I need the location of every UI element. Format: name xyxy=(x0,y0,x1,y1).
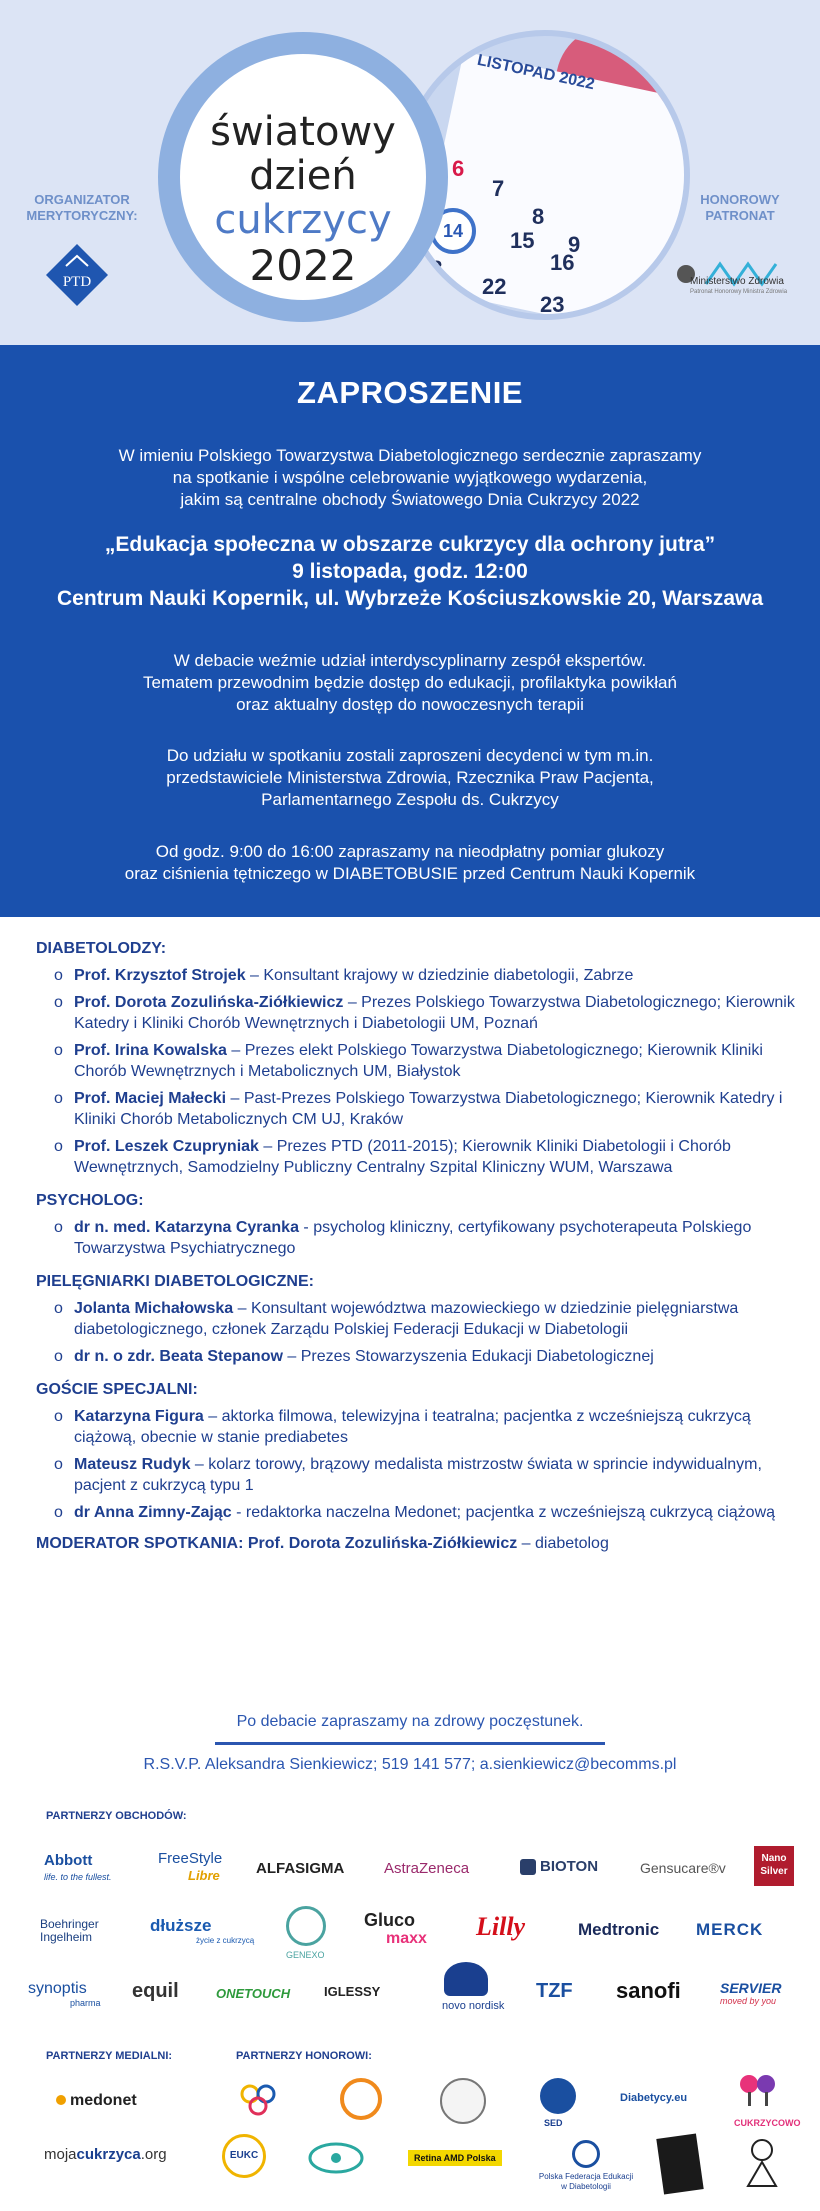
debate-description: W debacie weźmie udział interdyscyplinarny zespół ekspertów. Tematem przewodnim będzie dostęp do edukacji, profilaktyka powikłań oraz aktualny dostęp do nowoczesnych terapii xyxy=(143,651,677,714)
servier-logo: SERVIER xyxy=(720,1980,782,1996)
ministry-name: Ministerstwo Zdrowia xyxy=(690,276,784,287)
bullet-icon: o xyxy=(54,1219,63,1236)
genexo-logo: GENEXO xyxy=(286,1950,325,1960)
event-logo-title: światowy dzień cukrzycy 2022 xyxy=(210,109,396,290)
bullet-icon: o xyxy=(54,1090,63,1107)
synoptis-sub: pharma xyxy=(70,1998,101,2008)
speaker-description: – Konsultant krajowy w dziedzinie diabetologii, Zabrze xyxy=(245,967,634,984)
speaker-description: – Prezes PTD (2011-2015); Kierownik Kliniki Diabetologii i Chorób Wewnętrznych, Samodzielny Publiczny Centralny Szpital Kliniczny WUM, Warszawa xyxy=(74,1138,731,1176)
organizer-label: ORGANIZATOR MERYTORYCZNY: xyxy=(26,192,138,223)
speaker-name: Mateusz Rudyk xyxy=(74,1456,191,1473)
divider xyxy=(215,1742,605,1745)
bullet-icon: o xyxy=(54,994,63,1011)
ministry-logo-icon xyxy=(672,244,812,304)
lilly-logo: Lilly xyxy=(476,1912,526,1941)
bullet-icon: o xyxy=(54,1504,63,1521)
bullet-icon: o xyxy=(54,1408,63,1425)
speaker-item xyxy=(36,1088,796,1130)
medtronic-logo: Medtronic xyxy=(578,1920,660,1939)
glucose-measurement-info: Od godz. 9:00 do 16:00 zapraszamy na nieodpłatny pomiar glukozy oraz ciśnienia tętniczego w DIABETOBUSIE przed Centrum Nauki Kopernik xyxy=(124,842,696,883)
speaker-description: – Prezes elekt Polskiego Towarzystwa Diabetologicznego; Kierownik Kliniki Chorób Wewnętrznych i Metabolicznych UM, Białystok xyxy=(74,1042,763,1080)
honorary-partner-icon xyxy=(236,2080,290,2120)
gensucare-logo: Gensucare®v xyxy=(640,1860,726,1876)
libre-logo: Libre xyxy=(188,1868,220,1883)
speaker-item xyxy=(36,1040,796,1082)
speaker-item xyxy=(36,1217,796,1259)
rsvp-contact: R.S.V.P. Aleksandra Sienkiewicz; 519 141 577; a.sienkiewicz@becomms.pl xyxy=(143,1756,677,1773)
speakers-list xyxy=(36,938,796,1560)
calendar-day: 28 xyxy=(418,256,443,281)
invitation-section xyxy=(0,345,820,917)
speaker-item xyxy=(36,1298,796,1340)
speaker-name: Prof. Irina Kowalska xyxy=(74,1042,227,1059)
speaker-description: – aktorka filmowa, telewizyjna i teatralna; pacjentka z wcześniejszą cukrzycą ciążową, obecnie w stanie prediabetes xyxy=(74,1408,751,1446)
equil-logo: equil xyxy=(132,1980,179,2002)
retina-amd-logo: Retina AMD Polska xyxy=(408,2150,502,2166)
cukrzycowo-logo: CUKRZYCOWO xyxy=(734,2072,801,2128)
calendar-sheet xyxy=(414,52,690,320)
speaker-description: – kolarz torowy, brązowy medalista mistrzostw świata w sprincie indywidualnym, pacjent z cukrzycą typu 1 xyxy=(74,1456,762,1494)
header-banner xyxy=(0,0,820,345)
invitation-title: ZAPROSZENIE xyxy=(297,375,523,410)
glucomaxx-logo: Gluco xyxy=(364,1910,416,1930)
speaker-item xyxy=(36,992,796,1034)
speaker-name: dr n. o zdr. Beata Stepanow xyxy=(74,1348,283,1365)
medonet-logo: medonet xyxy=(56,2092,137,2110)
ptd-logo-icon xyxy=(42,240,112,310)
event-details: „Edukacja społeczna w obszarze cukrzycy dla ochrony jutra” 9 listopada, godz. 12:00 Centrum Nauki Kopernik, ul. Wybrzeże Kościuszkowskie 20, Warszawa xyxy=(56,533,764,610)
honorary-partners-label: PARTNERZY HONOROWI: xyxy=(236,2050,372,2062)
nanosilver-logo: Nano Silver xyxy=(754,1846,794,1886)
nurses-heading: PIELĘGNIARKI DIABETOLOGICZNE: xyxy=(36,1273,314,1290)
guests-heading: GOŚCIE SPECJALNI: xyxy=(36,1381,198,1398)
sed-icon xyxy=(540,2078,576,2114)
calendar-day: 16 xyxy=(550,250,575,275)
calendar-day: 9 xyxy=(568,232,581,257)
iglessy-logo: IGLESSY xyxy=(324,1984,381,1999)
speaker-name: Prof. Dorota Zozulińska-Ziółkiewicz xyxy=(74,994,344,1011)
abbott-tagline: life. to the fullest. xyxy=(44,1872,112,1882)
freestyle-logo: FreeStyle xyxy=(158,1850,223,1867)
diabetycy-logo: Diabetycy.eu xyxy=(620,2092,688,2104)
speaker-name: Jolanta Michałowska xyxy=(74,1300,234,1317)
psychologist-heading: PSYCHOLOG: xyxy=(36,1192,144,1209)
novonordisk-icon xyxy=(444,1962,488,1996)
speaker-description: – Past-Prezes Polskiego Towarzystwa Diabetologicznego; Kierownik Katedry i Kliniki Chorób Metabolicznych CM UJ, Kraków xyxy=(74,1090,783,1128)
abbott-logo: Abbott xyxy=(44,1852,93,1869)
speaker-name: Prof. Krzysztof Strojek xyxy=(74,967,246,984)
speaker-item xyxy=(36,1346,796,1367)
bullet-icon: o xyxy=(54,1348,63,1365)
dluzsze-tagline: życie z cukrzycą xyxy=(196,1936,255,1945)
speaker-description: – Prezes Polskiego Towarzystwa Diabetologicznego; Kierownik Katedry i Kliniki Chorób Wewnętrznych i Diabetologii UM, Poznań xyxy=(74,994,795,1032)
invitation-intro: W imieniu Polskiego Towarzystwa Diabetologicznego serdecznie zapraszamy na spotkanie i wspólne celebrowanie wyjątkowego wydarzenia, jakim są centralne obchody Światowego Dnia Cukrzycy 2022 xyxy=(118,446,702,509)
bullet-icon: o xyxy=(54,1042,63,1059)
speaker-description: - psycholog kliniczny, certyfikowany psychoterapeuta Polskiego Towarzystwa Psychiatrycznego xyxy=(74,1219,752,1257)
honorary-partner-seal-icon xyxy=(440,2078,486,2124)
speaker-name: Prof. Maciej Małecki xyxy=(74,1090,227,1107)
sed-logo: SED xyxy=(544,2118,563,2128)
glucomaxx-logo-sub: maxx xyxy=(386,1930,427,1947)
pfed-logo: Polska Federacja Edukacji w Diabetologii xyxy=(536,2140,636,2192)
moderator-line: MODERATOR SPOTKANIA: Prof. Dorota Zozulińska-Ziółkiewicz – diabetolog xyxy=(36,1535,609,1552)
speaker-item xyxy=(36,1454,796,1496)
speaker-item xyxy=(36,1136,796,1178)
partners-obchody-label: PARTNERZY OBCHODÓW: xyxy=(46,1810,187,1822)
onetouch-logo: ONETOUCH xyxy=(216,1986,291,2001)
alfasigma-logo: ALFASIGMA xyxy=(256,1860,345,1877)
calendar-day: 6 xyxy=(452,156,465,181)
calendar-month: LISTOPAD 2022 xyxy=(475,51,597,94)
speaker-item xyxy=(36,965,796,986)
calendar-day: 7 xyxy=(492,176,505,201)
speaker-name: Prof. Leszek Czupryniak xyxy=(74,1138,259,1155)
astrazeneca-logo: AstraZeneca xyxy=(384,1860,470,1877)
calendar-day: 29 xyxy=(434,292,459,317)
honorary-patron-label: HONOROWY PATRONAT xyxy=(700,192,780,223)
speaker-name: Katarzyna Figura xyxy=(74,1408,204,1425)
calendar-highlight-day: 14 xyxy=(430,208,476,254)
honorary-partner-icon xyxy=(656,2133,703,2194)
speaker-description: - redaktorka naczelna Medonet; pacjentka z wcześniejszą cukrzycą ciążową xyxy=(231,1504,776,1521)
bullet-icon: o xyxy=(54,1138,63,1155)
calendar-day: 8 xyxy=(532,204,545,229)
media-partners-label: PARTNERZY MEDIALNI: xyxy=(46,2050,173,2062)
speaker-name: dr Anna Zimny-Zając xyxy=(74,1504,232,1521)
boehringer-logo: Boehringer Ingelheim xyxy=(40,1917,99,1944)
svg-text:PTD: PTD xyxy=(62,274,92,290)
bullet-icon: o xyxy=(54,967,63,984)
servier-tagline: moved by you xyxy=(720,1996,777,2006)
honorary-partner-icon xyxy=(740,2136,784,2190)
calendar-day: 22 xyxy=(482,274,507,299)
novonordisk-logo: novo nordisk xyxy=(442,2000,505,2012)
tzf-logo: TZF xyxy=(536,1980,573,2002)
genexo-icon xyxy=(286,1906,326,1946)
speaker-description: – Prezes Stowarzyszenia Edukacji Diabetologicznej xyxy=(282,1348,654,1365)
ministry-subtitle: Patronat Honorowy Ministra Zdrowia xyxy=(690,289,788,295)
bioton-logo: BIOTON xyxy=(520,1858,598,1875)
sanofi-logo: sanofi xyxy=(616,1978,681,2003)
speaker-item xyxy=(36,1406,796,1448)
speaker-description: – Konsultant województwa mazowieckiego w dziedzinie pielęgniarstwa diabetologicznego, członek Zarządu Polskiej Federacji Edukacji w Diabetologii xyxy=(74,1300,739,1338)
eukc-logo: EUKC xyxy=(222,2134,266,2178)
bullet-icon: o xyxy=(54,1300,63,1317)
calendar-day: 15 xyxy=(510,228,535,253)
breakfast-note: Po debacie zapraszamy na zdrowy poczęstunek. xyxy=(236,1713,584,1730)
merck-logo: MERCK xyxy=(696,1920,764,1939)
diabetologists-heading: DIABETOLODZY: xyxy=(36,940,167,957)
honorary-partner-icon xyxy=(306,2140,366,2176)
synoptis-logo: synoptis xyxy=(28,1980,87,1997)
honorary-partner-icon xyxy=(340,2078,382,2120)
speaker-item xyxy=(36,1502,796,1523)
bullet-icon: o xyxy=(54,1456,63,1473)
calendar-day: 23 xyxy=(540,292,565,317)
speaker-name: dr n. med. Katarzyna Cyranka xyxy=(74,1219,299,1236)
dluzsze-logo: dłuższe xyxy=(150,1916,212,1935)
invited-guests-description: Do udziału w spotkaniu zostali zaproszeni decydenci w tym m.in. przedstawiciele Ministerstwa Zdrowia, Rzecznika Praw Pacjenta, Parlamentarnego Zespołu ds. Cukrzycy xyxy=(166,746,654,809)
mojacukrzyca-logo: mojacukrzyca.org xyxy=(44,2146,167,2163)
